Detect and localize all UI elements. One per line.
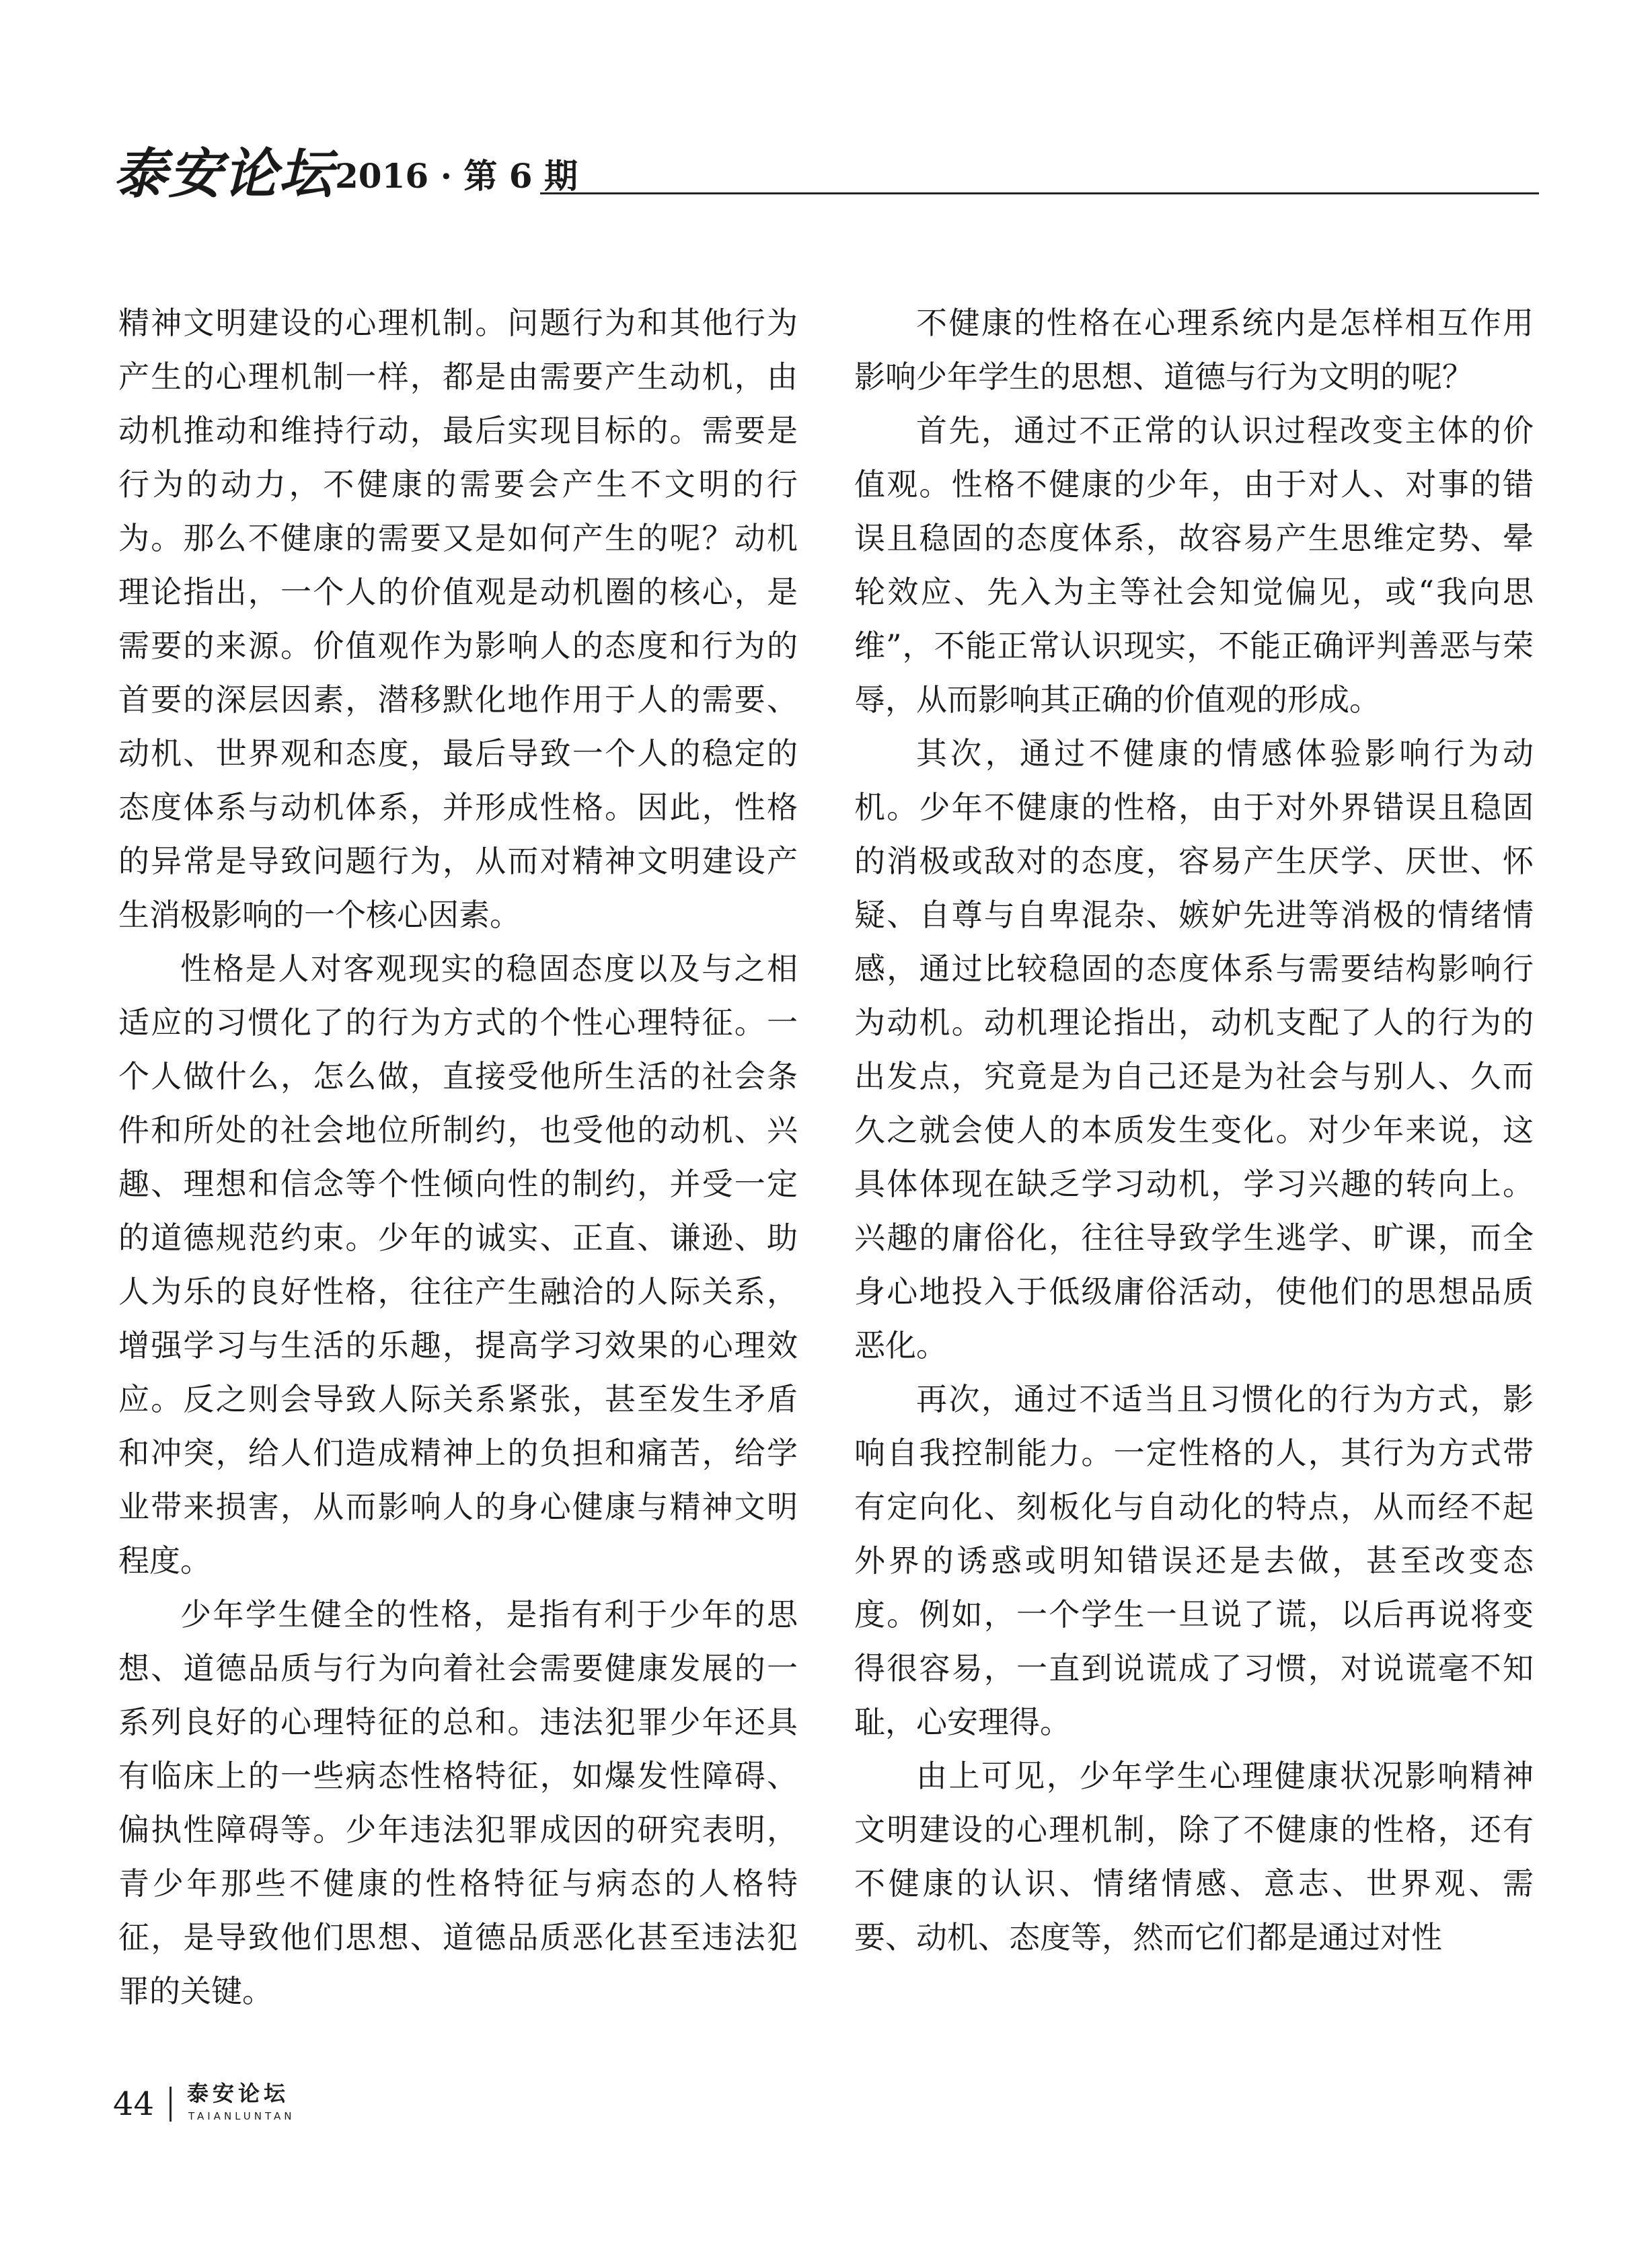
footer-brand: 泰安论坛 (187, 2081, 290, 2106)
paragraph: 由上可见，少年学生心理健康状况影响精神文明建设的心理机制，除了不健康的性格，还有不健康的认识、情绪情感、意志、世界观、需要、动机、态度等，然而它们都是通过对性 (854, 1758, 1534, 1955)
paragraph: 精神文明建设的心理机制。问题行为和其他行为产生的心理机制一样，都是由需要产生动机，由动机推动和维持行动，最后实现目标的。需要是行为的动力，不健康的需要会产生不文明的行为。那么不健康的需要又是如何产生的呢？动机理论指出，一个人的价值观是动机圈的核心，是需要的来源。价值观作为影响人的态度和行为的首要的深层因素，潜移默化地作用于人的需要、动机、世界观和态度，最后导致一个人的稳定的态度体系与动机体系，并形成性格。因此，性格的异常是导致问题行为，从而对精神文明建设产生消极影响的一个核心因素。 (118, 305, 798, 933)
paragraph: 其次，通过不健康的情感体验影响行为动机。少年不健康的性格，由于对外界错误且稳固的消极或敌对的态度，容易产生厌学、厌世、怀疑、自尊与自卑混杂、嫉妒先进等消极的情绪情感，通过比较稳固的态度体系与需要结构影响行为动机。动机理论指出，动机支配了人的行为的出发点，究竟是为自己还是为社会与别人、久而久之就会使人的本质发生变化。对少年来说，这具体体现在缺乏学习动机，学习兴趣的转向上。兴趣的庸俗化，往往导致学生逃学、旷课，而全身心地投入于低级庸俗活动，使他们的思想品质恶化。 (854, 735, 1534, 1363)
paragraph: 少年学生健全的性格，是指有利于少年的思想、道德品质与行为向着社会需要健康发展的一系列良好的心理特征的总和。违法犯罪少年还具有临床上的一些病态性格特征，如爆发性障碍、偏执性障碍等。少年违法犯罪成因的研究表明，青少年那些不健康的性格特征与病态的人格特征，是导致他们思想、道德品质恶化甚至违法犯罪的关键。 (118, 1596, 798, 2009)
paragraph: 性格是人对客观现实的稳固态度以及与之相适应的习惯化了的行为方式的个性心理特征。一个人做什么，怎么做，直接受他所生活的社会条件和所处的社会地位所制约，也受他的动机、兴趣、理想和信念等个性倾向性的制约，并受一定的道德规范约束。少年的诚实、正直、谦逊、助人为乐的良好性格，往往产生融洽的人际关系，增强学习与生活的乐趣，提高学习效果的心理效应。反之则会导致人际关系紧张，甚至发生矛盾和冲突，给人们造成精神上的负担和痛苦，给学业带来损害，从而影响人的身心健康与精神文明程度。 (118, 950, 798, 1579)
header-rule (540, 192, 1539, 194)
right-column (854, 296, 1534, 1964)
journal-logo: 泰安论坛 (113, 142, 334, 205)
footer-divider (170, 2087, 172, 2122)
left-column (118, 296, 798, 2018)
issue-label: 2016 · 第 6 期 (335, 156, 578, 196)
paragraph: 首先，通过不正常的认识过程改变主体的价值观。性格不健康的少年，由于对人、对事的错误且稳固的态度体系，故容易产生思维定势、晕轮效应、先入为主等社会知觉偏见，或“我向思维”，不能正常认识现实，不能正确评判善恶与荣辱，从而影响其正确的价值观的形成。 (854, 412, 1534, 718)
paragraph: 再次，通过不适当且习惯化的行为方式，影响自我控制能力。一定性格的人，其行为方式带有定向化、刻板化与自动化的特点，从而经不起外界的诱惑或明知错误还是去做，甚至改变态度。例如，一个学生一旦说了谎，以后再说将变得很容易，一直到说谎成了习惯，对说谎毫不知耻，心安理得。 (854, 1381, 1534, 1740)
footer-brand-latin: TAIANLUNTAN (188, 2110, 295, 2122)
page-number: 44 (113, 2085, 155, 2123)
page-header (113, 142, 1539, 205)
paragraph: 不健康的性格在心理系统内是怎样相互作用影响少年学生的思想、道德与行为文明的呢？ (854, 305, 1534, 395)
